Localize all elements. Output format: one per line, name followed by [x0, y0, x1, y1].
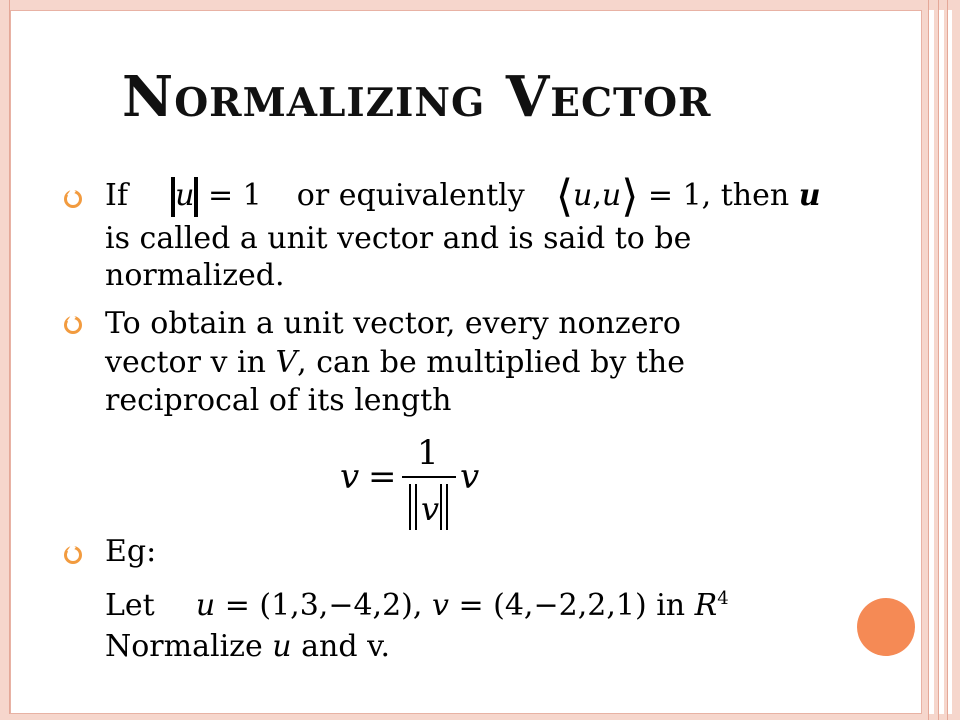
bullet-icon — [64, 546, 82, 564]
frame-right-stripes — [922, 0, 960, 720]
then-text: , then — [701, 178, 790, 213]
let-line: Let u = (1,3,−4,2), v = (4,−2,2,1) in $R^4$ — [105, 588, 729, 623]
var-u: u — [798, 178, 821, 213]
svg-text:v: v — [340, 457, 360, 497]
svg-text:v: v — [421, 490, 440, 528]
bullet-icon — [64, 316, 82, 334]
bullet-icon — [64, 190, 82, 208]
frame-top-border — [0, 0, 960, 10]
equivalently-text: or equivalently — [296, 178, 525, 213]
example-label: Eg: — [105, 534, 157, 569]
frame-left-border — [0, 0, 10, 720]
normalization-formula — [338, 432, 498, 532]
frame-bottom-border — [0, 714, 960, 720]
bullet1-line3: normalized. — [105, 258, 285, 293]
svg-text:v: v — [460, 457, 480, 497]
svg-text:=: = — [368, 457, 397, 497]
normalize-line: Normalize u and v. — [105, 629, 391, 664]
bullet1-line2: is called a unit vector and is said to be — [105, 221, 692, 256]
bullet2-line1: To obtain a unit vector, every nonzero — [105, 306, 681, 341]
svg-text:1: 1 — [417, 433, 439, 473]
bullet2-line2: vector v in V, can be multiplied by the — [105, 345, 685, 380]
bullet2-line3: reciprocal of its length — [105, 383, 452, 418]
if-word: If — [105, 178, 128, 213]
norm-equation: u = 1 — [171, 178, 271, 213]
slide-title: Normalizing Vector — [122, 64, 712, 130]
inner-product-equation: ⟨u,u⟩ = 1 — [555, 171, 702, 222]
bullet1-line1 — [105, 171, 821, 222]
accent-circle — [857, 598, 915, 656]
